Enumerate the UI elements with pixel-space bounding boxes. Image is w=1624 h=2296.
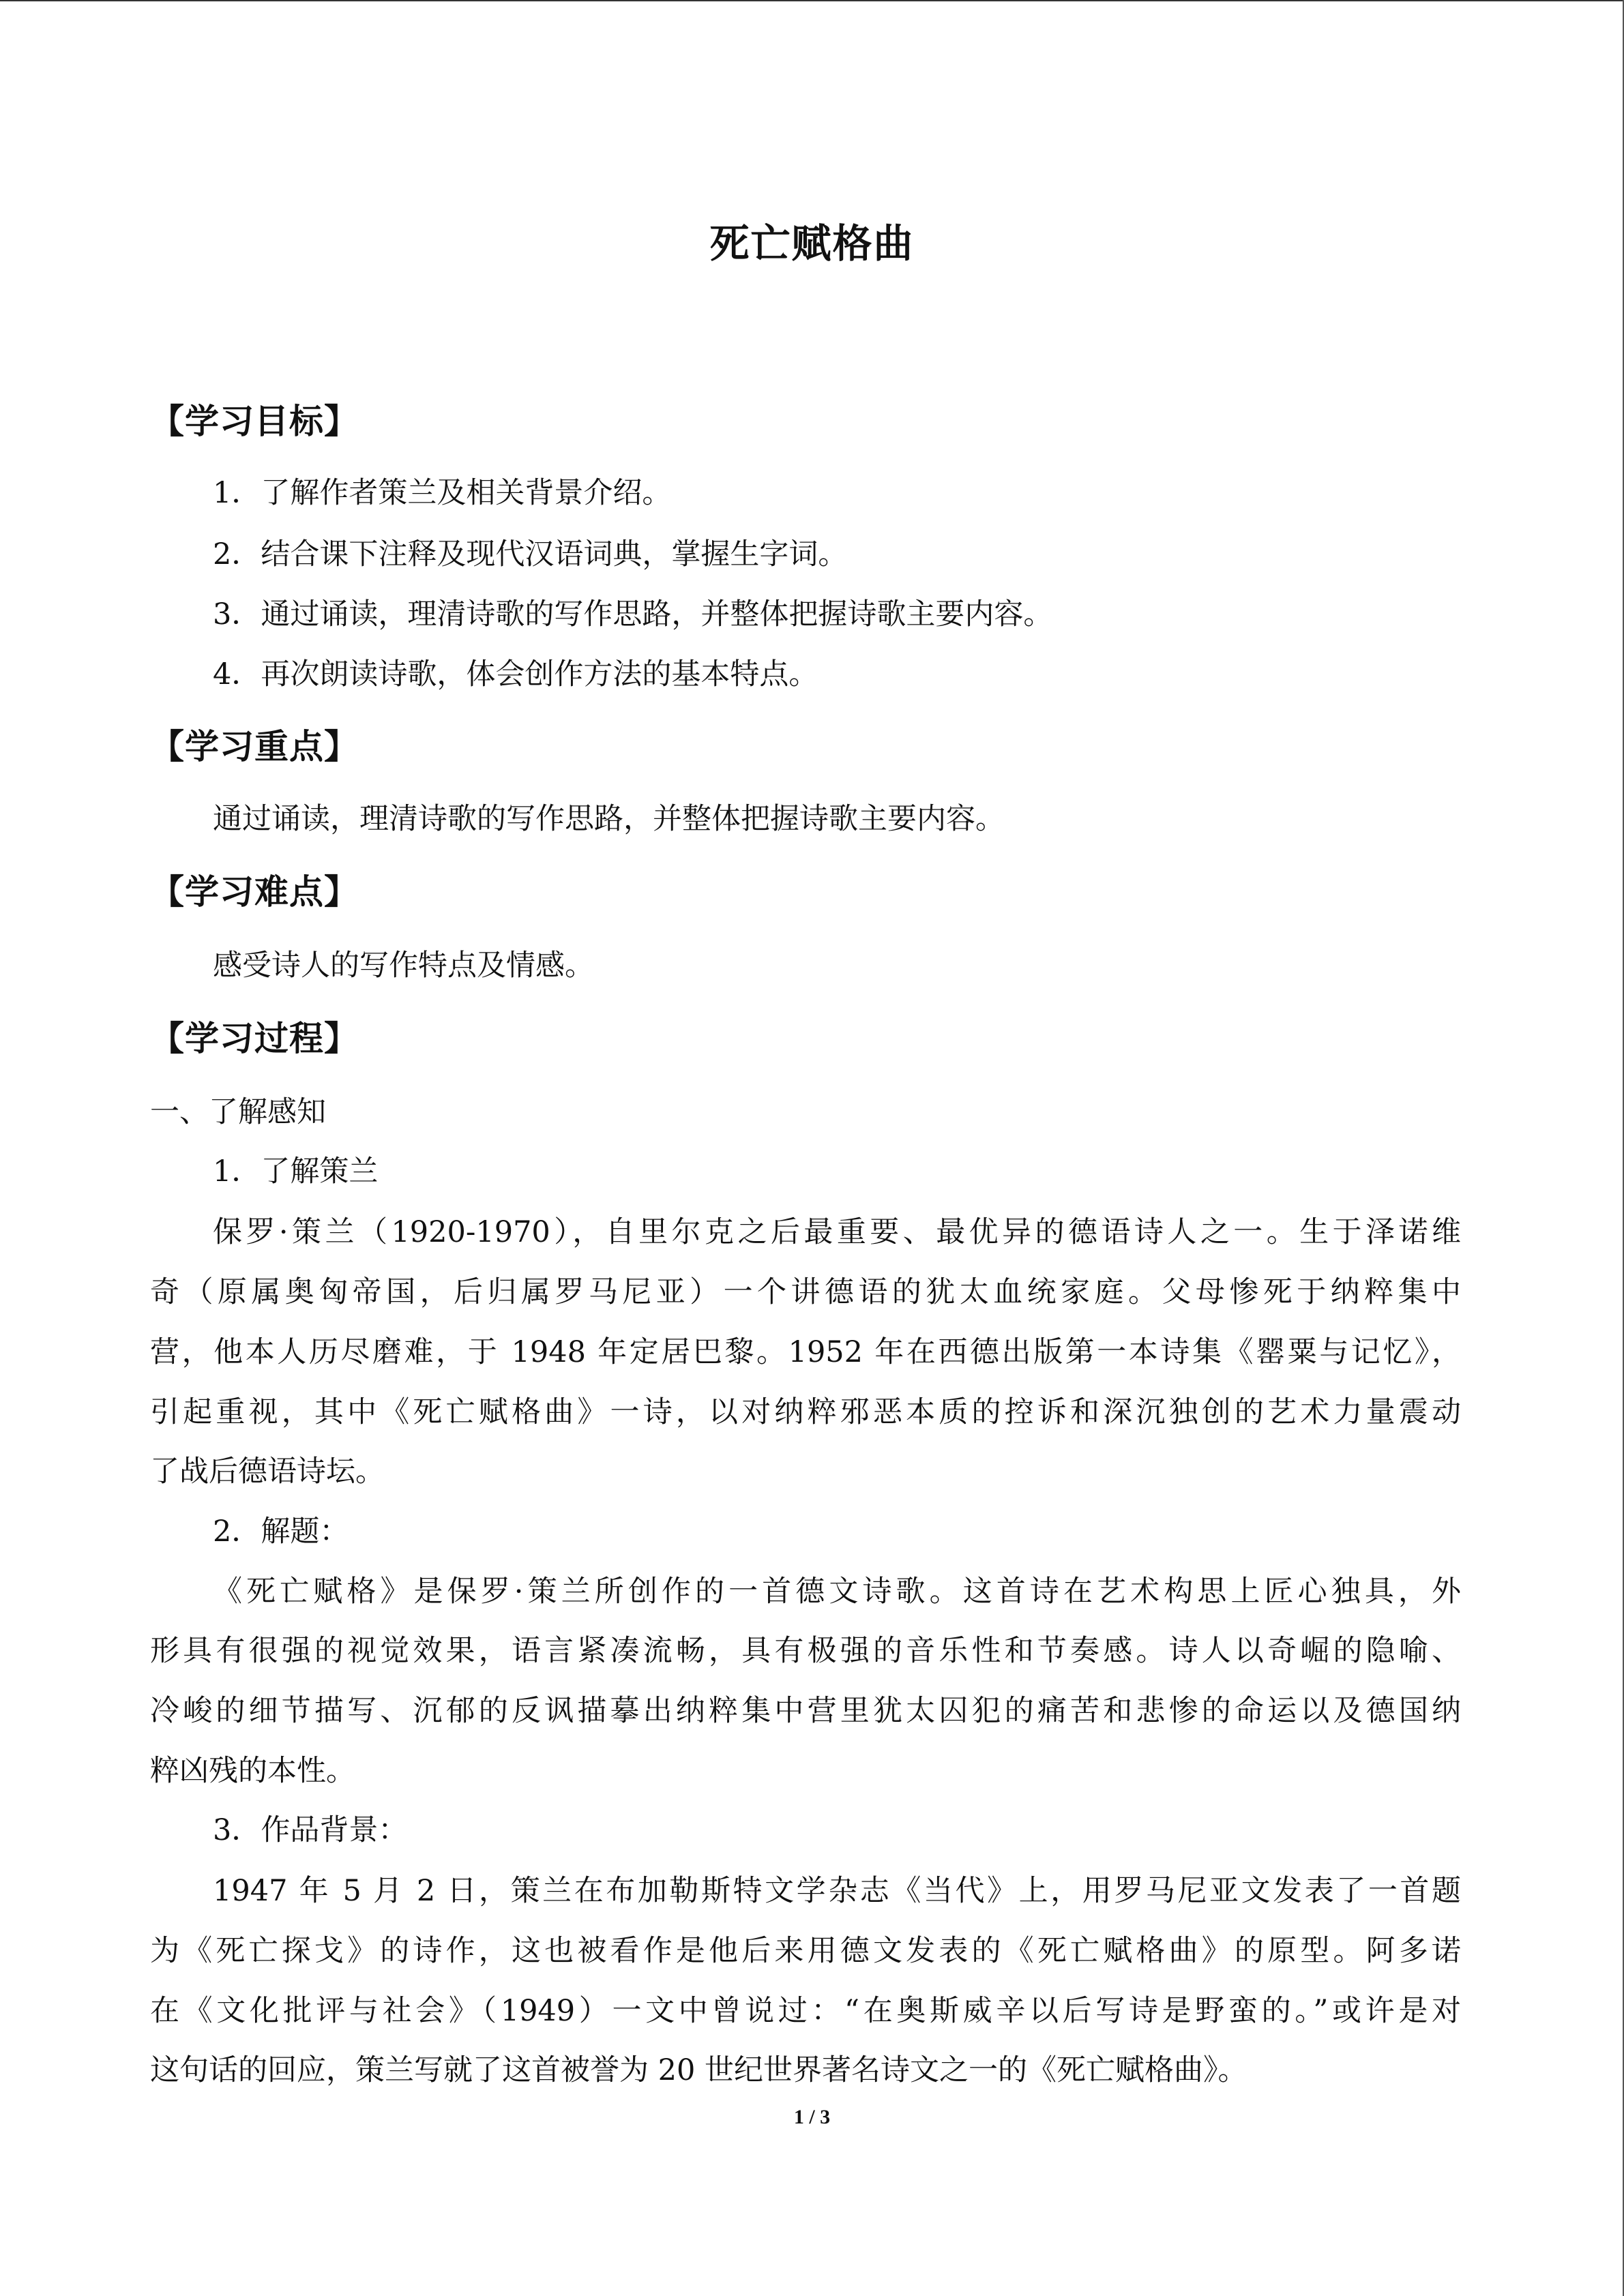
difficulty-text: 感受诗人的写作特点及情感。 bbox=[213, 949, 594, 983]
item2-paragraph-line: 冷峻的细节描写、沉郁的反讽描摹出纳粹集中营里犹太囚犯的痛苦和悲惨的命运以及德国纳 bbox=[150, 1694, 1461, 1728]
item3-paragraph-line: 在《文化批评与社会》（1949）一文中曾说过：“在奥斯威辛以后写诗是野蛮的。”或许是对 bbox=[150, 1994, 1461, 2028]
item1-paragraph-line: 了战后德语诗坛。 bbox=[150, 1455, 385, 1489]
objectives-heading: 【学习目标】 bbox=[150, 402, 359, 441]
focus-text: 通过诵读，理清诗歌的写作思路，并整体把握诗歌主要内容。 bbox=[213, 802, 1005, 836]
objective-item: 3．通过诵读，理清诗歌的写作思路，并整体把握诗歌主要内容。 bbox=[213, 597, 1053, 631]
focus-heading: 【学习重点】 bbox=[150, 727, 359, 766]
item3-title: 3．作品背景： bbox=[213, 1813, 408, 1847]
item1-paragraph-line: 营，他本人历尽磨难，于 1948 年定居巴黎。1952 年在西德出版第一本诗集《罂粟与记忆》， bbox=[150, 1335, 1461, 1369]
process-heading: 【学习过程】 bbox=[150, 1019, 359, 1058]
item1-paragraph-line: 引起重视，其中《死亡赋格曲》一诗，以对纳粹邪恶本质的控诉和深沉独创的艺术力量震动 bbox=[150, 1395, 1461, 1429]
item2-paragraph-line: 形具有很强的视觉效果，语言紧凑流畅，具有极强的音乐性和节奏感。诗人以奇崛的隐喻、 bbox=[150, 1634, 1461, 1668]
item3-paragraph-line: 这句话的回应，策兰写就了这首被誉为 20 世纪世界著名诗文之一的《死亡赋格曲》。 bbox=[150, 2053, 1247, 2087]
item1-paragraph-line: 保罗·策兰（1920-1970），自里尔克之后最重要、最优异的德语诗人之一。生于泽诺维 bbox=[213, 1215, 1461, 1249]
top-border bbox=[0, 0, 1624, 1]
item2-paragraph-line: 《死亡赋格》是保罗·策兰所创作的一首德文诗歌。这首诗在艺术构思上匠心独具，外 bbox=[213, 1575, 1461, 1609]
item2-title: 2．解题： bbox=[213, 1515, 349, 1549]
objective-item: 2．结合课下注释及现代汉语词典，掌握生字词。 bbox=[213, 537, 848, 571]
item1-paragraph-line: 奇（原属奥匈帝国，后归属罗马尼亚）一个讲德语的犹太血统家庭。父母惨死于纳粹集中 bbox=[150, 1275, 1461, 1309]
difficulty-heading: 【学习难点】 bbox=[150, 872, 359, 912]
objective-item: 4．再次朗读诗歌，体会创作方法的基本特点。 bbox=[213, 657, 818, 691]
process-part-title: 一、了解感知 bbox=[150, 1095, 326, 1129]
objective-item: 1．了解作者策兰及相关背景介绍。 bbox=[213, 476, 672, 510]
page-title: 死亡赋格曲 bbox=[709, 220, 915, 267]
page-number: 1 / 3 bbox=[793, 2106, 831, 2128]
item3-paragraph-line: 1947 年 5 月 2 日，策兰在布加勒斯特文学杂志《当代》上，用罗马尼亚文发表了一首题 bbox=[213, 1874, 1461, 1908]
item3-paragraph-line: 为《死亡探戈》的诗作，这也被看作是他后来用德文发表的《死亡赋格曲》的原型。阿多诺 bbox=[150, 1934, 1461, 1968]
item1-title: 1．了解策兰 bbox=[213, 1154, 379, 1189]
item2-paragraph-line: 粹凶残的本性。 bbox=[150, 1754, 355, 1788]
